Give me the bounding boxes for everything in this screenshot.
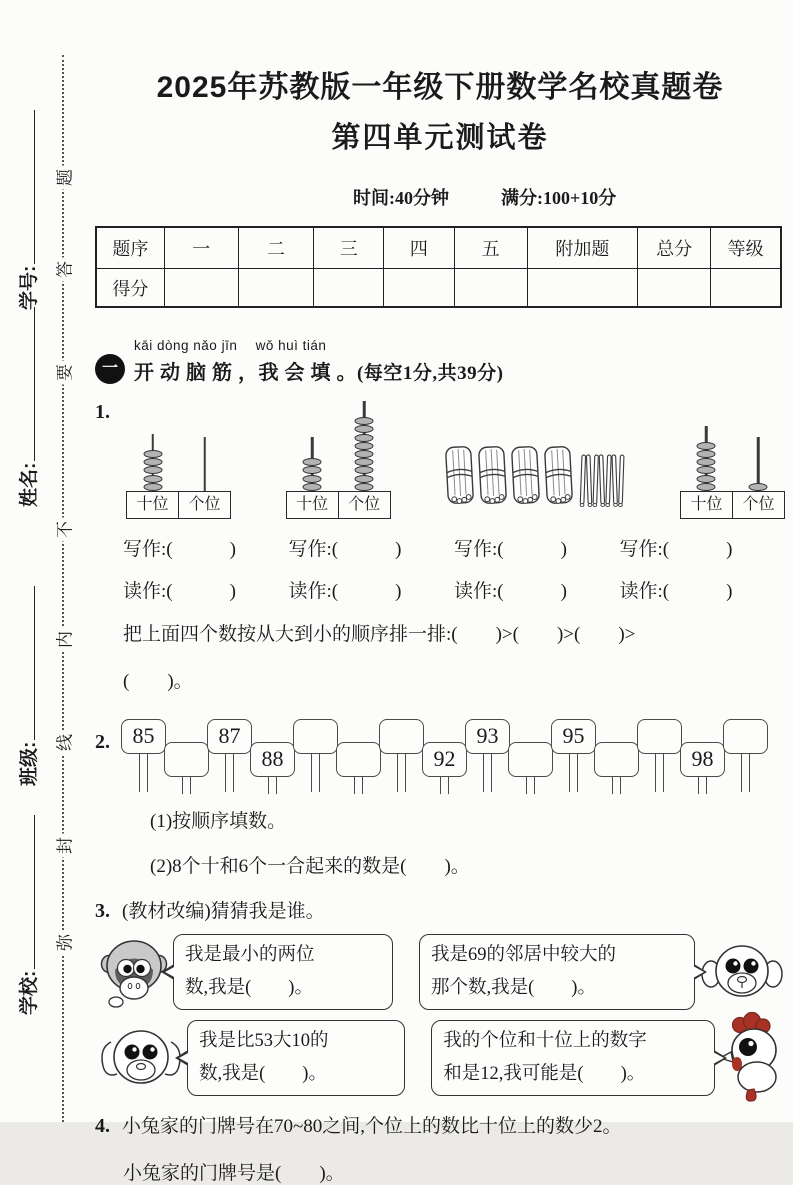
- sign-post: [139, 754, 148, 792]
- field-blank-line: [19, 815, 35, 969]
- abacus-bead: [697, 475, 716, 483]
- abacus-bead: [697, 466, 716, 474]
- sign-post: [569, 754, 578, 792]
- number-sign: [724, 719, 767, 794]
- abacus-rod: [732, 437, 784, 491]
- score-table-header-cell: 题序: [96, 227, 164, 269]
- number-sign: [466, 719, 509, 794]
- abacus-bead: [355, 417, 374, 425]
- score-table: [95, 226, 782, 308]
- sign-value: 88: [250, 742, 295, 777]
- question-1: [95, 401, 785, 519]
- question-3-number: 3.: [95, 899, 110, 922]
- abacus-bead: [355, 442, 374, 450]
- number-sign: [380, 719, 423, 794]
- abacus-bead: [303, 475, 322, 483]
- section-title-block: [134, 334, 503, 385]
- field-label: 班级:: [18, 741, 40, 786]
- number-sign: [251, 719, 294, 794]
- student-info-field: [14, 815, 40, 1015]
- score-empty-cell: [384, 269, 454, 308]
- score-table-header-cell: 四: [384, 227, 454, 269]
- sign-post: [655, 754, 664, 792]
- field-blank-line: [19, 307, 35, 461]
- section-number-badge: 一: [95, 354, 125, 384]
- score-table-score-row: [96, 269, 781, 308]
- abacus-bead: [303, 458, 322, 466]
- seal-char: 内: [48, 628, 79, 652]
- question-1-number: 1.: [95, 401, 110, 423]
- score-row-label: 得分: [96, 269, 164, 308]
- speech-bubble: 我是比53大10的 数,我是( )。: [187, 1020, 405, 1097]
- sign-value: 85: [121, 719, 166, 754]
- full-score: 满分:100+10分: [501, 188, 617, 208]
- question-2-sub1: (1)按顺序填数。: [150, 810, 287, 832]
- question-3-title: (教材改编)猜猜我是谁。: [122, 900, 325, 922]
- paper-title: 2025年苏教版一年级下册数学名校真题卷: [156, 71, 724, 104]
- paper-meta: [353, 184, 785, 210]
- counting-sticks: [445, 443, 625, 517]
- number-sign: [552, 719, 595, 794]
- sign-value: [379, 719, 424, 754]
- abacus-wire: [203, 437, 206, 491]
- number-sign: [294, 719, 337, 794]
- puppy-icon: [95, 1020, 187, 1096]
- abacus-bead: [355, 483, 374, 491]
- sign-value: 87: [207, 719, 252, 754]
- abacus-bead: [143, 483, 162, 491]
- read-as-blank: 读作:( ): [454, 580, 567, 602]
- abacus-rod: [179, 437, 231, 491]
- abacus-bead: [355, 458, 374, 466]
- paper-body: [95, 0, 785, 1185]
- sign-value: [637, 719, 682, 754]
- sign-post: [182, 777, 191, 794]
- question-2: [95, 719, 785, 794]
- score-table-header-cell: 总分: [638, 227, 711, 269]
- number-sign: [509, 719, 552, 794]
- question-4-text: 小兔家的门牌号在70~80之间,个位上的数比十位上的数少2。: [122, 1115, 622, 1137]
- ones-label: 个位: [732, 492, 784, 518]
- abacus-bead: [355, 434, 374, 442]
- sign-value: [594, 742, 639, 777]
- write-as-blanks: [95, 534, 785, 561]
- score-table-header-row: [96, 227, 781, 269]
- read-as-blank: 读作:( ): [288, 580, 402, 602]
- abacus-bead: [697, 483, 716, 491]
- seal-char: 封: [48, 834, 79, 858]
- field-label: 姓名:: [18, 462, 40, 507]
- seal-dotted-line: [62, 55, 64, 1122]
- section-points: (每空1分,共39分): [357, 363, 504, 384]
- number-sign-row: [122, 719, 785, 794]
- sign-value: [336, 742, 381, 777]
- abacus-bead: [143, 475, 162, 483]
- number-sign: [638, 719, 681, 794]
- tens-label: 十位: [136, 495, 169, 513]
- sign-post: [225, 754, 234, 792]
- abacus-bead: [697, 450, 716, 458]
- dog-icon: [699, 937, 785, 1007]
- score-table-header-cell: 二: [238, 227, 313, 269]
- score-table-header-cell: 五: [454, 227, 527, 269]
- write-as-blank: 写作:( ): [619, 538, 733, 560]
- number-sign: [423, 719, 466, 794]
- abacus-bead: [697, 442, 716, 450]
- score-table-header-cell: 三: [314, 227, 384, 269]
- abacus-bead: [355, 450, 374, 458]
- order-instruction: 把上面四个数按从大到小的顺序排一排:( )>( )>( )>: [123, 623, 636, 645]
- section-title-text: 开 动 脑 筋 ，我 会 填 。: [134, 362, 357, 384]
- sign-post: [698, 777, 707, 794]
- score-empty-cell: [711, 269, 781, 308]
- sign-post: [311, 754, 320, 792]
- score-table-header-cell: 一: [164, 227, 238, 269]
- seal-char: 答: [48, 258, 79, 282]
- student-info-field: [14, 586, 40, 786]
- score-empty-cell: [238, 269, 313, 308]
- score-empty-cell: [638, 269, 711, 308]
- seal-char: 要: [48, 361, 79, 385]
- time-limit: 时间:40分钟: [353, 188, 449, 208]
- seal-char: 线: [48, 731, 79, 755]
- order-instruction-cont: ( )。: [123, 670, 193, 692]
- abacus-bead: [143, 458, 162, 466]
- sign-value: [293, 719, 338, 754]
- sign-value: 98: [680, 742, 725, 777]
- abacus-rod: [286, 437, 338, 491]
- write-as-blank: 写作:( ): [123, 538, 236, 560]
- sign-value: 93: [465, 719, 510, 754]
- pinyin-line: kāi dòng nǎo jīn wǒ huì tián: [134, 338, 327, 353]
- sign-post: [354, 777, 363, 794]
- field-blank-line: [19, 110, 35, 264]
- seal-char: 题: [48, 166, 79, 190]
- abacus-bead: [143, 450, 162, 458]
- abacus: [126, 434, 231, 519]
- tens-label: 十位: [690, 495, 723, 513]
- question-3: [95, 896, 785, 923]
- sign-post: [612, 777, 621, 794]
- section-1-heading: [95, 334, 785, 385]
- abacus-rod: [127, 434, 179, 491]
- sign-post: [741, 754, 750, 792]
- question-4: [95, 1111, 785, 1138]
- sign-value: [164, 742, 209, 777]
- number-sign: [208, 719, 251, 794]
- score-table-header-cell: 等级: [711, 227, 781, 269]
- question-2-number: 2.: [95, 730, 110, 753]
- number-sign: [122, 719, 165, 794]
- sign-value: [723, 719, 768, 754]
- field-label: 学号:: [18, 265, 40, 310]
- sign-value: 95: [551, 719, 596, 754]
- score-table-header-cell: 附加题: [527, 227, 637, 269]
- guess-who-bubbles: [95, 931, 785, 1099]
- abacus-bead: [355, 425, 374, 433]
- read-as-blank: 读作:( ): [619, 580, 733, 602]
- sign-post: [397, 754, 406, 792]
- question-4-text-cont: 小兔家的门牌号是( )。: [123, 1162, 345, 1184]
- question-4-number: 4.: [95, 1114, 110, 1137]
- number-sign: [681, 719, 724, 794]
- sign-value: 92: [422, 742, 467, 777]
- abacus-bead: [303, 466, 322, 474]
- student-info-field: [14, 110, 40, 310]
- sign-post: [483, 754, 492, 792]
- place-value-box: [286, 491, 391, 519]
- speech-bubble: 我是最小的两位 数,我是( )。: [173, 934, 393, 1011]
- sign-post: [526, 777, 535, 794]
- write-as-blank: 写作:( ): [454, 538, 567, 560]
- abacus-bead: [749, 483, 768, 491]
- abacus-bead: [355, 475, 374, 483]
- score-empty-cell: [527, 269, 637, 308]
- sign-post: [440, 777, 449, 794]
- abacus-bead: [355, 466, 374, 474]
- score-empty-cell: [454, 269, 527, 308]
- sign-post: [268, 777, 277, 794]
- sign-value: [508, 742, 553, 777]
- read-as-blank: 读作:( ): [123, 580, 236, 602]
- abacus: [286, 401, 391, 519]
- number-sign: [595, 719, 638, 794]
- abacus: [680, 426, 785, 519]
- write-as-blank: 写作:( ): [288, 538, 402, 560]
- paper-subtitle: 第四单元测试卷: [331, 122, 549, 154]
- question-1-figures: [122, 401, 785, 519]
- abacus-rod: [680, 426, 732, 491]
- abacus-bead: [303, 483, 322, 491]
- score-empty-cell: [314, 269, 384, 308]
- score-empty-cell: [164, 269, 238, 308]
- abacus-bead: [143, 466, 162, 474]
- speech-bubble: 我是69的邻居中较大的 那个数,我是( )。: [419, 934, 695, 1011]
- place-value-box: [680, 491, 785, 519]
- student-info-field: [14, 307, 40, 507]
- ones-label: 个位: [178, 492, 230, 518]
- seal-char: 不: [48, 518, 79, 542]
- abacus-rod: [338, 401, 390, 491]
- field-label: 学校:: [18, 970, 40, 1015]
- abacus-bead: [697, 458, 716, 466]
- place-value-box: [126, 491, 231, 519]
- speech-bubble: 我的个位和十位上的数字 和是12,我可能是( )。: [431, 1020, 715, 1097]
- read-as-blanks: [95, 576, 785, 603]
- field-blank-line: [19, 586, 35, 740]
- seal-char: 弥: [48, 931, 79, 955]
- bubble-row: [95, 931, 785, 1013]
- section-title: [134, 356, 503, 385]
- number-sign: [165, 719, 208, 794]
- question-2-sub2: (2)8个十和6个一合起来的数是( )。: [150, 855, 470, 877]
- ones-label: 个位: [338, 492, 390, 518]
- tens-label: 十位: [296, 495, 329, 513]
- bubble-row: [95, 1017, 785, 1099]
- number-sign: [337, 719, 380, 794]
